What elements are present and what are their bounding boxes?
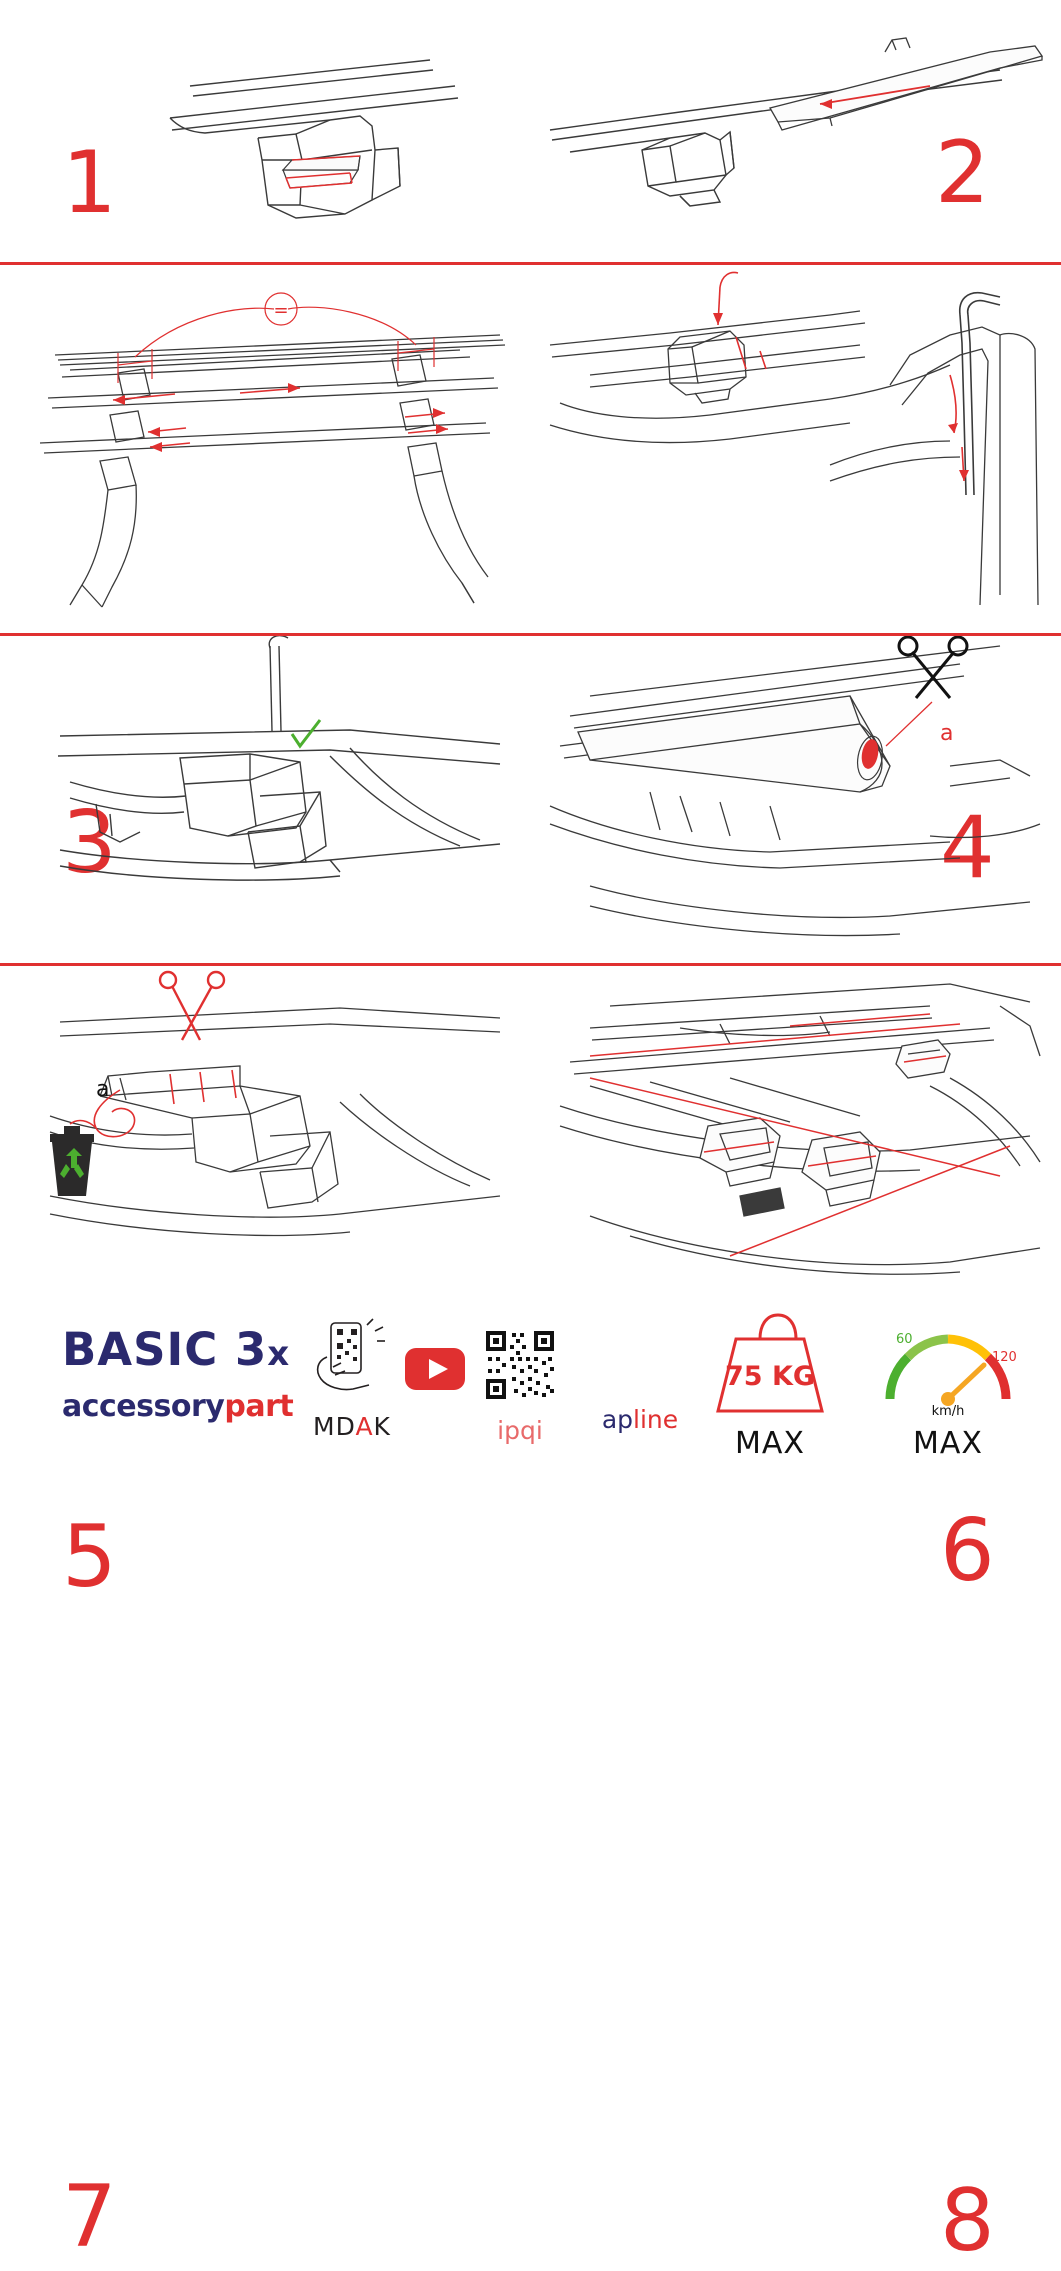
step-number-7: 7 [62,2167,115,2267]
product-name [62,1325,292,1379]
recycle-bin-icon [50,1126,94,1196]
max-load-value: 75 KG [724,1361,816,1392]
step-number-5: 5 [62,1507,115,1607]
step-number-8: 8 [940,2171,993,2271]
footer [0,1285,1061,1500]
step-3-illustration [0,265,530,633]
logo-apline-label [580,1405,700,1434]
logo-apline [580,1395,700,1434]
logo-apline-label-pre: ap [601,1405,634,1434]
logo-mdak-label [292,1412,412,1441]
product-name-text: BASIC 3 [62,1323,268,1376]
max-speed-block [868,1303,1028,1461]
hand-scan-qr-icon [307,1317,397,1397]
brand-block [62,1325,292,1424]
youtube-play-icon [404,1347,466,1391]
label-a-step7: a [96,1077,110,1102]
brand-name [62,1389,292,1424]
step-5-illustration [0,636,530,963]
product-multiplier: x [267,1334,291,1374]
step-row-2 [0,265,1061,898]
step-number-1: 1 [62,133,115,233]
step-number-3: 3 [62,793,115,893]
step-4-illustration [530,265,1061,633]
logo-ipqi[interactable] [465,1329,575,1445]
logo-apline-label-accent: line [633,1405,679,1434]
step-row-1 [0,0,1061,262]
step-number-2: 2 [935,123,988,223]
step-8-illustration [530,966,1061,1285]
brand-name-first: accessory [62,1389,225,1424]
weight-icon [690,1303,850,1421]
max-speed-caption: MAX [913,1426,983,1461]
logo-mdak-label-accent: A [355,1412,374,1441]
speedometer-icon [868,1303,1028,1421]
max-load-block [690,1303,850,1461]
speed-tick-120: 120 [992,1350,1017,1365]
step-6-illustration [530,636,1061,963]
brand-name-second: part [224,1389,294,1424]
max-load-caption: MAX [735,1426,805,1461]
logo-youtube[interactable] [395,1347,475,1396]
label-a-step6: a [940,721,954,746]
step-number-6: 6 [940,1501,993,1601]
step-7-illustration [0,966,530,1285]
logo-ipqi-label: ipqi [497,1416,543,1445]
qr-code-icon [484,1329,556,1401]
speed-tick-60: 60 [896,1332,913,1347]
logo-mdak-label-post: K [373,1412,391,1441]
speed-unit: km/h [931,1404,965,1419]
logo-mdak [292,1317,412,1441]
logo-mdak-label-pre: MD [313,1412,356,1441]
equal-annotation: = [273,300,289,321]
step-number-4: 4 [940,798,993,898]
